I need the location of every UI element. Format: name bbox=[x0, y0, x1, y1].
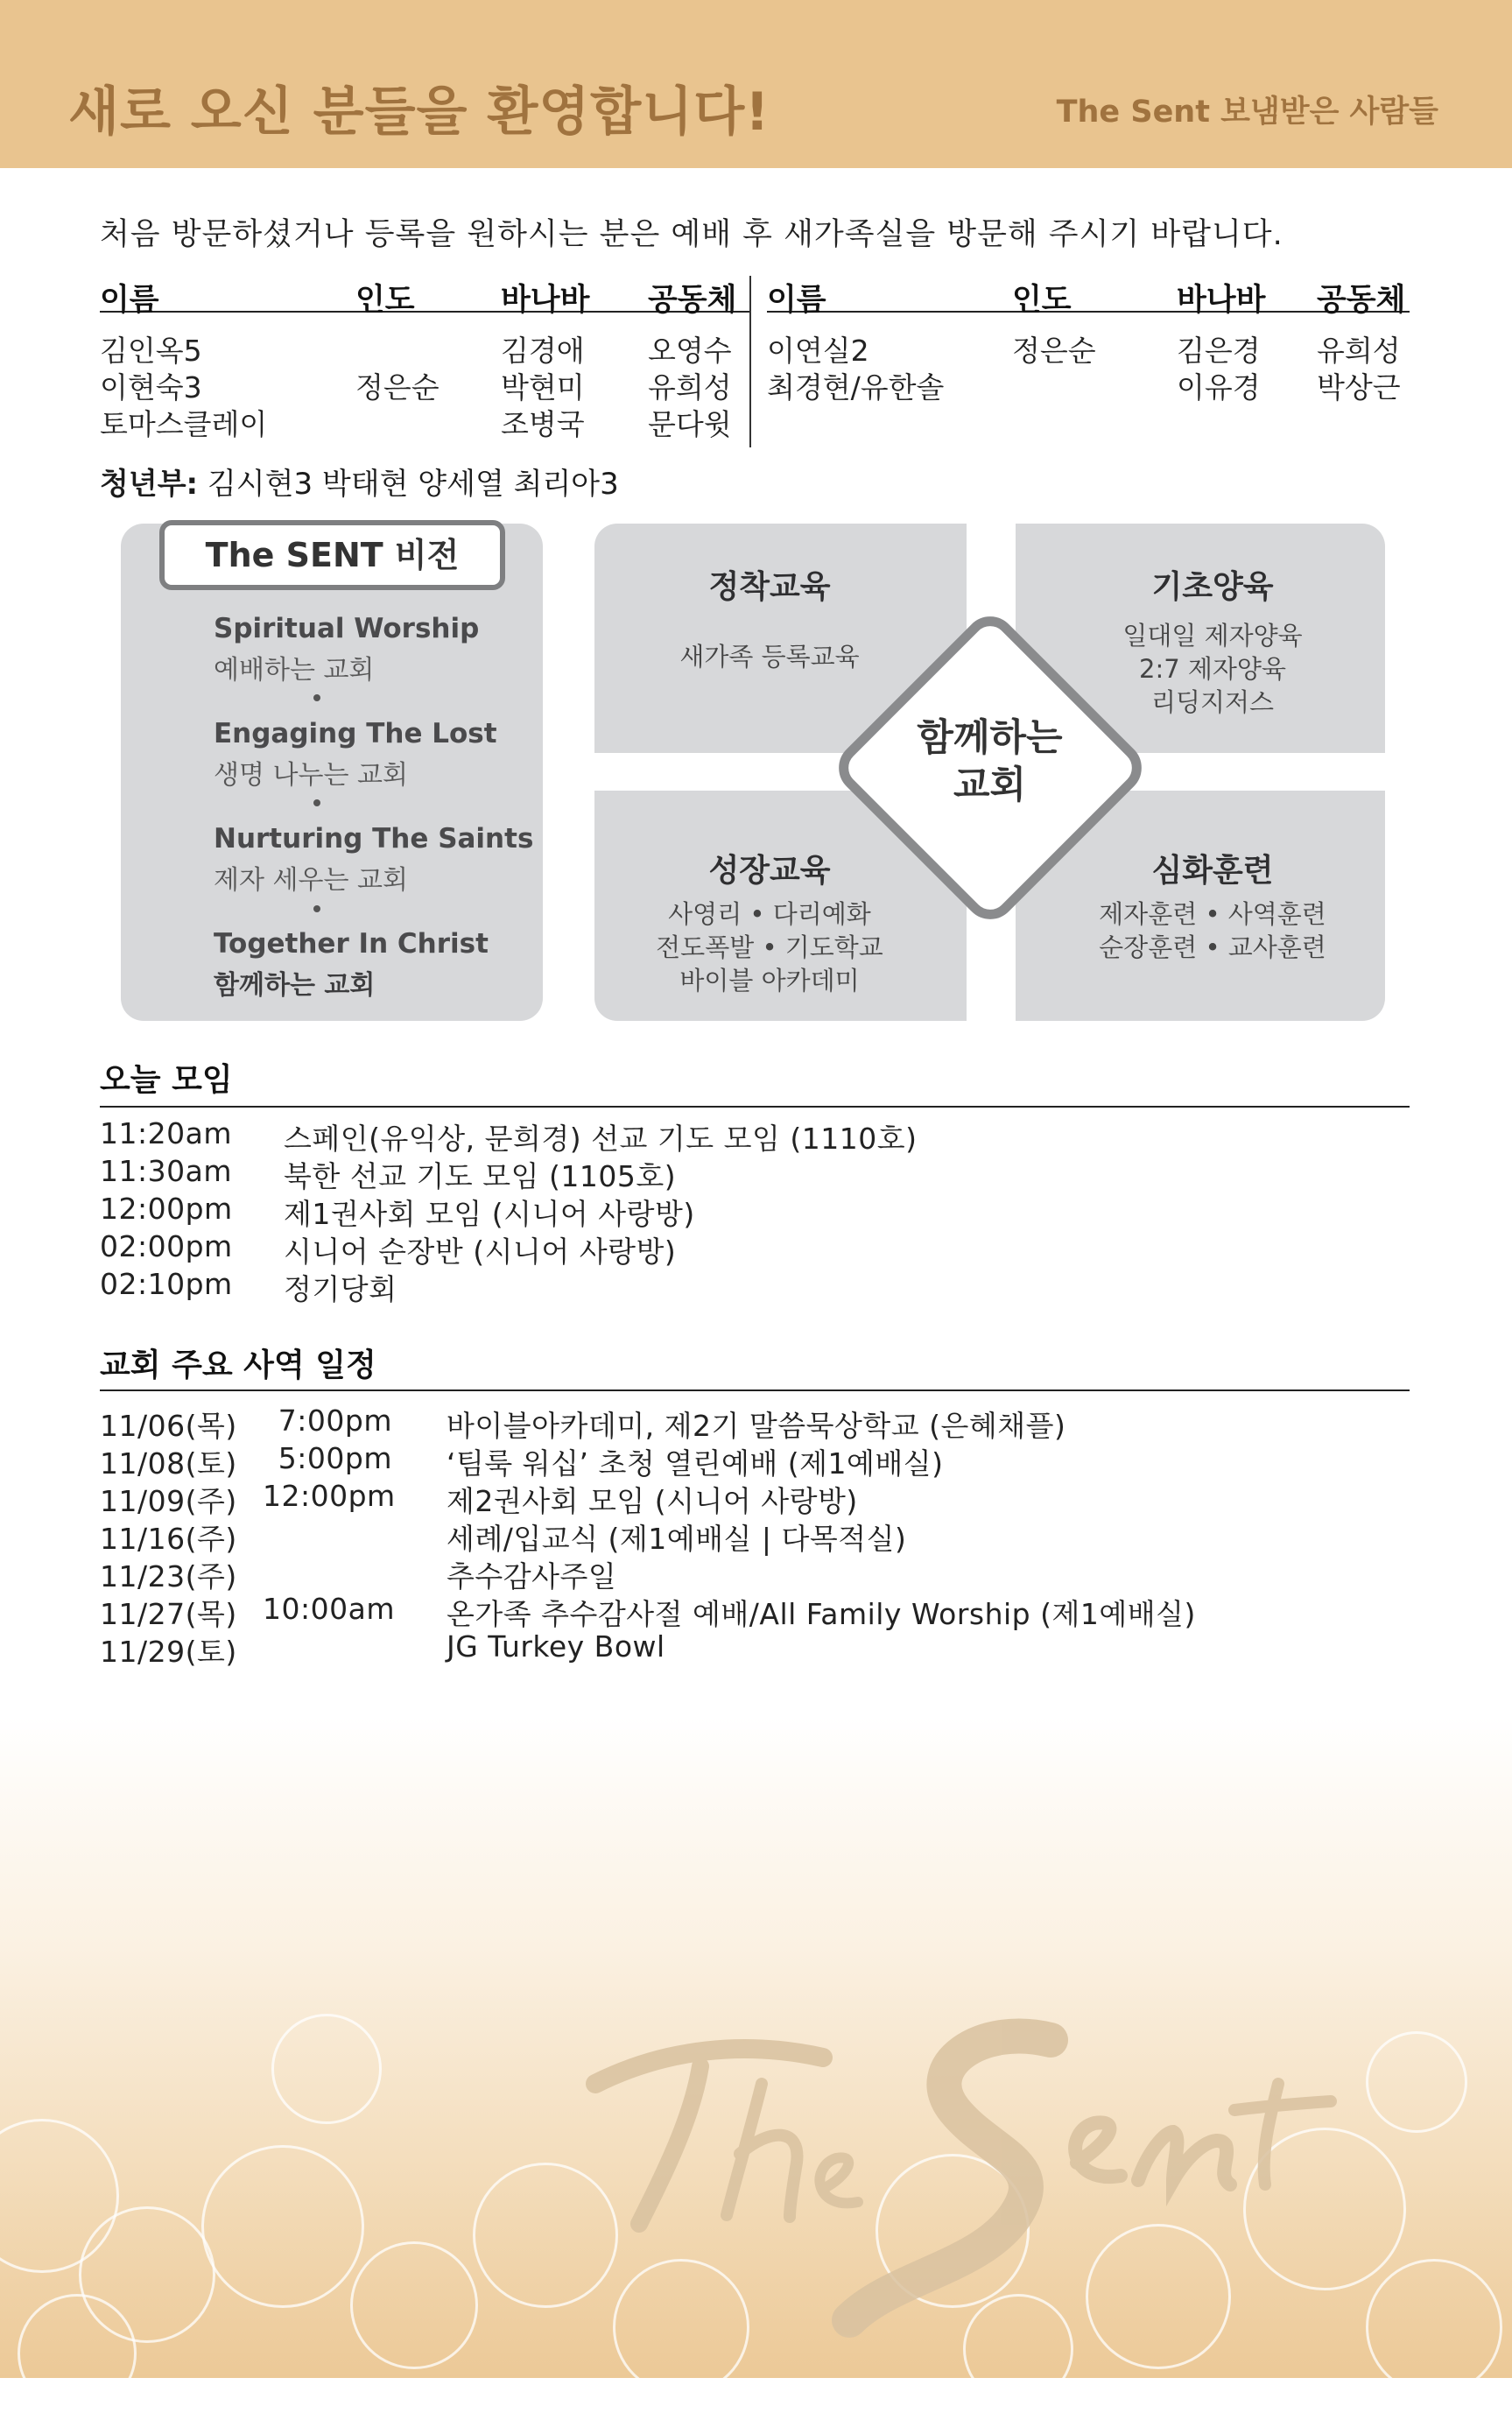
center-diamond bbox=[825, 602, 1155, 932]
meeting-desc: 정기당회 bbox=[284, 1272, 397, 1306]
bullet-dot bbox=[313, 905, 320, 912]
diamond-label bbox=[825, 714, 1155, 809]
schedule-desc: 제2권사회 모임 (시니어 사랑방) bbox=[447, 1484, 858, 1518]
cell-barnabas: 조병국 bbox=[501, 407, 585, 441]
section-rule bbox=[100, 1106, 1410, 1108]
schedule-date: 11/09(주) bbox=[100, 1484, 237, 1518]
quadrant-line: 사영리 • 다리예화 bbox=[668, 899, 871, 929]
quadrant-title: 심화훈련 bbox=[1151, 853, 1274, 889]
cell-name: 이연실2 bbox=[767, 334, 869, 368]
registration-table-right bbox=[767, 276, 1410, 445]
cell-guide: 정은순 bbox=[355, 370, 440, 405]
vision-item-ko: 함께하는 교회 bbox=[214, 970, 376, 1001]
schedule-time: 7:00pm bbox=[278, 1403, 392, 1438]
schedule-date: 11/08(토) bbox=[100, 1446, 237, 1481]
schedule-date: 11/06(목) bbox=[100, 1409, 237, 1443]
cell-community: 박상근 bbox=[1317, 370, 1401, 405]
logo-stroke bbox=[819, 2157, 858, 2203]
cell-name: 이현숙3 bbox=[100, 370, 202, 405]
meeting-desc: 스페인(유익상, 문희경) 선교 기도 모임 (1110호) bbox=[284, 1122, 918, 1156]
table-divider bbox=[749, 276, 751, 447]
vision-item-ko: 예배하는 교회 bbox=[214, 655, 375, 686]
schedule-time: 10:00am bbox=[263, 1592, 395, 1626]
col-header-name: 이름 bbox=[100, 283, 159, 318]
youth-line bbox=[100, 460, 619, 503]
vision-title: The SENT 비전 bbox=[159, 520, 505, 590]
quadrant-line: 일대일 제자양육 bbox=[1122, 621, 1303, 651]
decor-circle bbox=[271, 2014, 382, 2124]
col-header-community: 공동체 bbox=[648, 283, 737, 318]
diamond-label-line: 함께하는 bbox=[917, 716, 1063, 760]
diamond-label-line: 교회 bbox=[953, 763, 1027, 807]
meeting-time: 11:30am bbox=[100, 1154, 232, 1188]
cell-community: 유희성 bbox=[648, 370, 732, 405]
youth-names: 김시현3 박태현 양세열 최리아3 bbox=[207, 467, 619, 502]
schedule-date: 11/29(토) bbox=[100, 1635, 237, 1669]
col-header-name: 이름 bbox=[767, 283, 826, 318]
cell-community: 유희성 bbox=[1317, 334, 1401, 368]
the-sent-watermark-logo bbox=[560, 1987, 1348, 2338]
quadrant-line: 제자훈련 • 사역훈련 bbox=[1099, 899, 1326, 929]
logo-stroke bbox=[1234, 2084, 1331, 2184]
header-subtitle: The Sent 보냄받은 사람들 bbox=[1056, 95, 1438, 130]
cell-name: 토마스클레이 bbox=[100, 407, 268, 441]
quadrant-line: 2:7 제자양육 bbox=[1139, 654, 1286, 684]
section-title-schedule: 교회 주요 사역 일정 bbox=[100, 1347, 376, 1383]
page-title: 새로 오신 분들을 환영합니다! bbox=[68, 81, 770, 143]
schedule-desc: 추수감사주일 bbox=[447, 1559, 617, 1593]
decor-circle bbox=[1366, 2259, 1502, 2395]
col-header-community: 공동체 bbox=[1317, 283, 1406, 318]
col-header-barnabas: 바나바 bbox=[1177, 283, 1266, 318]
cell-barnabas: 이유경 bbox=[1177, 370, 1261, 405]
schedule-desc: 바이블아카데미, 제2기 말씀묵상학교 (은혜채플) bbox=[447, 1409, 1066, 1443]
vision-item-en: Engaging The Lost bbox=[214, 718, 497, 749]
youth-label: 청년부: bbox=[100, 467, 199, 502]
schedule-time: 12:00pm bbox=[263, 1479, 396, 1513]
decor-circle bbox=[1366, 2031, 1467, 2133]
logo-stroke bbox=[727, 2084, 797, 2217]
quadrant-line: 새가족 등록교육 bbox=[679, 642, 860, 672]
cell-guide: 정은순 bbox=[1012, 334, 1096, 368]
schedule-time: 5:00pm bbox=[278, 1441, 392, 1475]
logo-stroke bbox=[849, 2036, 1051, 2320]
bullet-dot bbox=[313, 799, 320, 806]
col-header-barnabas: 바나바 bbox=[501, 283, 590, 318]
quadrant-line: 전도폭발 • 기도학교 bbox=[656, 932, 883, 962]
section-title-today: 오늘 모임 bbox=[100, 1062, 233, 1098]
quadrant-title: 정착교육 bbox=[708, 569, 831, 605]
vision-item-en: Nurturing The Saints bbox=[214, 823, 534, 855]
vision-item-en: Spiritual Worship bbox=[214, 613, 480, 644]
logo-stroke bbox=[1075, 2122, 1121, 2177]
meeting-desc: 시니어 순장반 (시니어 사랑방) bbox=[284, 1235, 677, 1269]
meeting-time: 02:00pm bbox=[100, 1229, 233, 1263]
quadrant-line: 순장훈련 • 교사훈련 bbox=[1099, 932, 1326, 962]
cell-barnabas: 김경애 bbox=[501, 334, 585, 368]
cell-barnabas: 김은경 bbox=[1177, 334, 1261, 368]
quadrant-line: 바이블 아카데미 bbox=[679, 966, 860, 995]
schedule-desc: 온가족 추수감사절 예배/All Family Worship (제1예배실) bbox=[447, 1597, 1196, 1631]
schedule-desc: 세례/입교식 (제1예배실 | 다목적실) bbox=[447, 1522, 907, 1556]
cell-name: 김인옥5 bbox=[100, 334, 202, 368]
meeting-desc: 제1권사회 모임 (시니어 사랑방) bbox=[284, 1197, 695, 1231]
col-header-guide: 인도 bbox=[355, 283, 415, 318]
meeting-desc: 북한 선교 기도 모임 (1105호) bbox=[284, 1159, 677, 1193]
cell-barnabas: 박현미 bbox=[501, 370, 585, 405]
vision-item-ko: 생명 나누는 교회 bbox=[214, 760, 408, 791]
vision-item-en: Together In Christ bbox=[214, 928, 489, 960]
cell-community: 오영수 bbox=[648, 334, 732, 368]
meeting-time: 11:20am bbox=[100, 1116, 232, 1150]
quadrant-line: 리딩지저스 bbox=[1150, 687, 1275, 717]
quadrant-title: 성장교육 bbox=[708, 853, 831, 889]
bullet-dot bbox=[313, 694, 320, 701]
schedule-date: 11/27(목) bbox=[100, 1597, 237, 1631]
header-banner bbox=[0, 0, 1512, 168]
table-rule bbox=[767, 311, 1410, 313]
decor-circle bbox=[201, 2145, 364, 2308]
quadrant-title: 기초양육 bbox=[1151, 569, 1274, 605]
cell-name: 최경현/유한솔 bbox=[767, 370, 945, 405]
logo-stroke bbox=[639, 2066, 700, 2224]
schedule-desc: ‘팀룩 워십’ 초청 열린예배 (제1예배실) bbox=[447, 1446, 944, 1481]
schedule-desc: JG Turkey Bowl bbox=[447, 1629, 665, 1664]
logo-stroke bbox=[1138, 2132, 1230, 2184]
col-header-guide: 인도 bbox=[1012, 283, 1072, 318]
cell-community: 문다윗 bbox=[648, 407, 732, 441]
vision-item-ko: 제자 세우는 교회 bbox=[214, 865, 408, 896]
schedule-date: 11/16(주) bbox=[100, 1522, 237, 1556]
meeting-time: 12:00pm bbox=[100, 1192, 233, 1226]
decor-circle bbox=[18, 2294, 137, 2413]
registration-table-left bbox=[100, 276, 749, 445]
schedule-date: 11/23(주) bbox=[100, 1559, 237, 1593]
intro-text: 처음 방문하셨거나 등록을 원하시는 분은 예배 후 새가족실을 방문해 주시기 바랍니다. bbox=[100, 217, 1283, 252]
decor-circle bbox=[350, 2241, 478, 2369]
section-rule bbox=[100, 1389, 1410, 1391]
meeting-time: 02:10pm bbox=[100, 1267, 233, 1301]
